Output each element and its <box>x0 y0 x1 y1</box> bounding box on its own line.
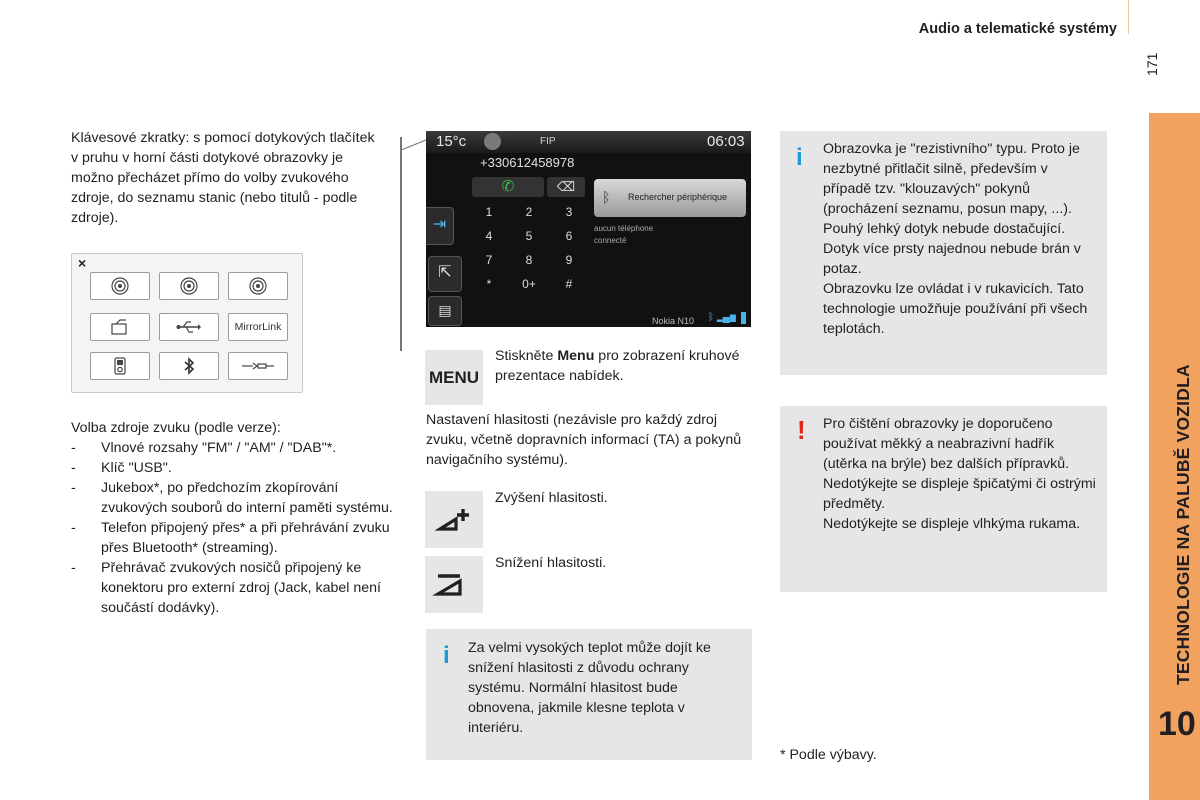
list-item: - Vlnové rozsahy "FM" / "AM" / "DAB"*. <box>71 438 401 458</box>
source-icon <box>484 133 501 150</box>
list-item: - Klíč "USB". <box>71 458 401 478</box>
keypad-key: 8 <box>525 253 533 267</box>
keypad-key: 7 <box>485 253 493 267</box>
keypad-key: 1 <box>485 205 493 219</box>
keypad-key: * <box>486 277 492 291</box>
usb-icon <box>159 313 219 341</box>
chapter-side-tab <box>1149 113 1200 800</box>
page-number: 171 <box>1144 52 1160 76</box>
touchscreen-phone-illustration <box>426 131 751 327</box>
keypad-key: 5 <box>525 229 533 243</box>
keypad-key: 6 <box>565 229 573 243</box>
volume-down-icon <box>425 556 483 613</box>
info-note-paragraph: Obrazovka je "rezistivního" typu. Proto je nezbytné přitlačit silně, především v případě tzv. "klouzavých" pokynů (procházení seznamu, posun mapy, ...). Pouhý lehký dotyk nebude dostačující. Dotyk více prsty najednou nebude brán v potaz. <box>823 141 1081 277</box>
info-note-resistive <box>780 131 1107 375</box>
list-item: - Jukebox*, po předchozím zkopírování zvukových souborů do interní paměti systému. <box>71 478 401 518</box>
chapter-number: 10 <box>1158 705 1196 743</box>
device-name: Nokia N10 <box>652 316 695 326</box>
clock: 06:03 <box>707 133 745 150</box>
keypad-key: 0+ <box>522 277 536 291</box>
jack-cable-icon <box>228 352 288 380</box>
jukebox-icon <box>90 313 150 341</box>
warning-icon: ! <box>797 415 806 445</box>
volume-down-text: Snížení hlasitosti. <box>495 555 607 571</box>
contacts-icon: ▤ <box>428 296 462 326</box>
connection-status: aucun téléphone <box>594 224 654 233</box>
radio-source-icon <box>159 272 219 300</box>
info-note-paragraph: Obrazovku lze ovládat i v rukavicích. Tato technologie umožňuje používání při všech teplotách. <box>823 281 1088 337</box>
page-header-title: Audio a telematické systémy <box>918 21 1117 37</box>
keypad-key: 9 <box>565 253 573 267</box>
dialed-number: +330612458978 <box>480 155 575 170</box>
warning-note-text <box>823 414 1098 534</box>
radio-source-icon <box>228 272 288 300</box>
sources-intro-text: Volba zdroje zvuku (podle verze): <box>71 420 281 436</box>
backspace-icon: ⌫ <box>547 177 585 197</box>
menu-instruction-text: pro zobrazení kruhové prezentace nabídek. <box>495 348 740 384</box>
arrow-icon: ⇥ <box>426 207 454 245</box>
footnote: * Podle výbavy. <box>780 747 877 763</box>
warning-note-paragraph: Nedotýkejte se displeje špičatými či ostrými předměty. <box>823 476 1096 512</box>
shortcut-panel-illustration <box>71 253 303 393</box>
volume-up-text: Zvýšení hlasitosti. <box>495 490 608 506</box>
keypad <box>472 202 586 297</box>
connection-status: connecté <box>594 236 627 245</box>
close-icon: × <box>78 255 87 271</box>
search-device-label: Rechercher périphérique <box>628 192 728 202</box>
bluetooth-search-icon: ᛒ <box>602 189 611 205</box>
info-note-text <box>823 139 1098 339</box>
shortcut-intro-text: Klávesové zkratky: s pomocí dotykových tlačítek v pruhu v horní části dotykové obrazovky je možno přecházet přímo do volby zvukového zdroje, do seznamu stanic (nebo titulů - podle zdroje). <box>71 130 375 226</box>
phone-log-icon: ⇱ <box>428 256 462 292</box>
info-note-text: Za velmi vysokých teplot může dojít ke snížení hlasitosti z důvodu ochrany systému. Normální hlasitost bude obnovena, jakmile klesne teplota v interiéru. <box>468 640 711 736</box>
keypad-key: # <box>565 277 573 291</box>
temperature-readout: 15°c <box>436 133 467 150</box>
radio-source-icon <box>90 272 150 300</box>
chapter-title: TECHNOLOGIE NA PALUBĚ VOZIDLA <box>1173 364 1193 685</box>
header-divider <box>1128 0 1129 34</box>
keypad-key: 3 <box>565 205 573 219</box>
warning-note-paragraph: Pro čištění obrazovky je doporučeno používat měkký a neabrazivní hadřík (utěrka na brýle) bez dalších přípravků. <box>823 416 1070 472</box>
station-name: FIP <box>540 136 556 147</box>
info-icon: i <box>443 642 450 669</box>
list-item: - Přehrávač zvukových nosičů připojený ke konektoru pro externí zdroj (Jack, kabel není součástí dodávky). <box>71 558 401 618</box>
keypad-key: 2 <box>525 205 533 219</box>
callout-pointer <box>400 139 428 151</box>
keypad-key: 4 <box>485 229 493 243</box>
call-icon: ✆ <box>472 177 544 197</box>
menu-instruction <box>495 346 745 386</box>
battery-icon <box>741 312 746 324</box>
screen-status-bar <box>426 131 751 153</box>
info-icon: i <box>796 144 803 171</box>
warning-note-paragraph: Nedotýkejte se displeje vlhkýma rukama. <box>823 516 1081 532</box>
volume-up-icon <box>425 491 483 548</box>
mirrorlink-icon: MirrorLink <box>228 313 288 341</box>
menu-instruction-keyword: Menu <box>557 348 595 364</box>
menu-key-icon: MENU <box>425 350 483 405</box>
search-device-button-illustration <box>594 179 746 217</box>
menu-instruction-text: Stiskněte <box>495 348 558 364</box>
sources-list <box>71 438 401 618</box>
list-item: - Telefon připojený přes* a při přehrávání zvuku přes Bluetooth* (streaming). <box>71 518 401 558</box>
info-note-temperature <box>426 629 752 760</box>
callout-line <box>400 137 402 351</box>
portable-player-icon <box>90 352 150 380</box>
bluetooth-icon <box>159 352 219 380</box>
warning-note-cleaning <box>780 406 1107 592</box>
volume-settings-text: Nastavení hlasitosti (nezávisle pro každý zdroj zvuku, včetně dopravních informací (TA) a pokynů navigačního systému). <box>426 412 742 468</box>
signal-icon: ᛒ ▂▄▆ <box>708 312 736 323</box>
